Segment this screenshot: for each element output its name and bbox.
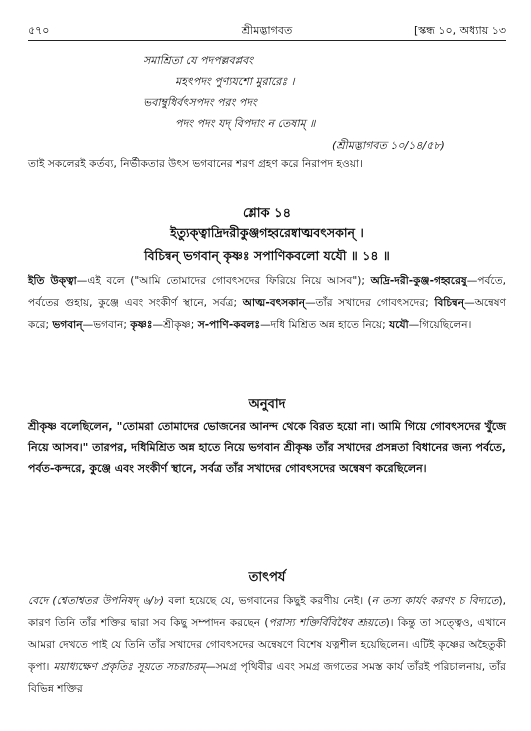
translation-heading: অনুবাদ	[248, 397, 286, 412]
sloka-line-2: বিচিন্বন্‌ ভগবান্‌ কৃষ্ণঃ সপাণিকবলো যযৌ ॥ ১৪ ॥	[144, 248, 390, 263]
synonym-meaning: পর্বতে, পর্বতের গুহায়, কুঞ্জে এবং সংকীর্ণ স্থানে, সর্বত্র;	[28, 275, 507, 309]
running-header	[28, 22, 506, 38]
page-number: ৫৭০	[28, 24, 50, 37]
quote-line-1: সমাশ্রিতা যে পদপল্লবপ্লবং	[143, 54, 253, 67]
synonym-term: কৃষ্ণঃ	[130, 319, 153, 331]
purport-sanskrit-quote: ময়াধ্যক্ষেণ প্রকৃতিঃ সূয়তে সচরাচরম্‌	[53, 661, 206, 673]
synonym-term: স-পাণি-কবলঃ	[197, 319, 261, 331]
purport-text: বলা হয়েছে যে, ভগবানের কিছুই করণীয় নেই। (	[164, 595, 372, 607]
quote-line-4: পদং পদং যদ্‌ বিপদাং ন তেষাম্‌ ॥	[175, 117, 316, 130]
header-rule	[28, 40, 506, 41]
book-title: শ্রীমদ্ভাগবত	[241, 24, 293, 37]
synonym-meaning: দধি মিশ্রিত অন্ন হাতে নিয়ে;	[270, 319, 386, 331]
purport-veda: বেদে	[28, 595, 49, 607]
purport-text: )। কিন্তু তা সত্ত্বেও, এখানে আমরা দেখতে পাই যে তিনি তাঁর সখাদের গোবৎসদের অন্বেষণে বিশেষ যত্নশীল হয়েছিলেন। এটিই কৃষ্ণের অহৈতুকী কৃপা।	[28, 617, 506, 673]
purport-sanskrit-quote: ন তস্য কার্যং করণং চ বিদ্যতে	[371, 595, 499, 607]
synonym-term: অদ্রি-দরী-কুঞ্জ-গহ্বরেষু	[370, 275, 467, 287]
quote-line-2: মহৎপদং পুণ্যযশো মুরারেঃ ।	[175, 75, 295, 88]
chapter-reference: [স্কন্ধ ১০, অধ্যায় ১৩	[413, 24, 506, 37]
synonym-term: বিচিন্বন্‌	[434, 297, 465, 309]
quote-line-3: ভবাম্বুধির্বৎসপদং পরং পদং	[143, 96, 257, 109]
purport-paragraph	[28, 590, 506, 700]
purport-citation: (শ্বেতাশ্বতর উপনিষদ্‌ ৬/৮)	[52, 595, 165, 607]
synonym-term: যযৌ	[389, 319, 409, 331]
synonym-term: আত্ম-বৎসকান্‌	[242, 297, 306, 309]
synonym-meaning: অন্বেষণ করে;	[28, 297, 506, 331]
synonym-meaning: গিয়েছিলেন।	[419, 319, 472, 331]
synonym-meaning: শ্রীকৃষ্ণ;	[163, 319, 195, 331]
sloka-line-1: ইত্যুক্ত্বাদ্রিদরীকুঞ্জগহ্বরেষ্বাত্মবৎসকান্‌ ।	[170, 225, 364, 240]
purport-sanskrit-quote: পরাস্য শক্তির্বিবিধৈব শ্রূয়তে	[268, 617, 386, 629]
quote-source: (শ্রীমদ্ভাগবত ১০/১৪/৫৮)	[332, 139, 445, 152]
synonym-term: ভগবান্‌	[52, 319, 83, 331]
intro-paragraph: তাই সকলেরই কর্তব্য, নির্ভীকতার উৎস ভগবানের শরণ গ্রহণ করে নিরাপদ হওয়া।	[28, 158, 363, 170]
synonym-meaning: তাঁর সখাদের গোবৎসদের;	[315, 297, 429, 309]
translation-paragraph: শ্রীকৃষ্ণ বলেছিলেন, "তোমরা তোমাদের ভোজনের আনন্দ থেকে বিরত হয়ো না। আমি গিয়ে গোবৎসদের খুঁজে নিয়ে আসব।" তারপর, দধিমিশ্রিত অন্ন হাতে নিয়ে ভগবান শ্রীকৃষ্ণ তাঁর সখাদের প্রসন্নতা বিধানের জন্য পর্বতে, পর্বত-কন্দরে, কুঞ্জে এবং সংকীর্ণ স্থানে, সর্বত্র তাঁর সখাদের গোবৎসদের অন্বেষণ করেছিলেন।	[28, 420, 506, 475]
synonyms-paragraph: ইতি উক্ত্বা—এই বলে ("আমি তোমাদের গোবৎসদের ফিরিয়ে নিয়ে আসব"); অদ্রি-দরী-কুঞ্জ-গহ্বরেষু—পর্বতে, পর্বতের গুহায়, কুঞ্জে এবং সংকীর্ণ স্থানে, সর্বত্র; আত্ম-বৎসকান্‌—তাঁর সখাদের গোবৎসদের; বিচিন্বন্‌—অন্বেষণ করে; ভগবান্‌—ভগবান; কৃষ্ণঃ—শ্রীকৃষ্ণ; স-পাণি-কবলঃ—দধি মিশ্রিত অন্ন হাতে নিয়ে; যযৌ—গিয়েছিলেন।	[28, 275, 507, 331]
synonym-meaning: এই বলে ("আমি তোমাদের গোবৎসদের ফিরিয়ে নিয়ে আসব");	[87, 275, 365, 287]
purport-heading: তাৎপর্য	[248, 570, 286, 585]
purport-text: ), কারণ তিনি তাঁর শক্তির দ্বারা সব কিছু সম্পাদন করছেন (	[28, 595, 506, 629]
synonym-term: ইতি উক্ত্বা	[28, 275, 77, 287]
sloka-heading: শ্লোক ১৪	[242, 206, 292, 221]
purport-text: —সমগ্র পৃথিবীর এবং সমগ্র জগতের সমস্ত কার্য তাঁরই পরিচালনায়, তাঁর বিভিন্ন শক্তির	[28, 661, 506, 695]
synonym-meaning: ভগবান;	[93, 319, 127, 331]
